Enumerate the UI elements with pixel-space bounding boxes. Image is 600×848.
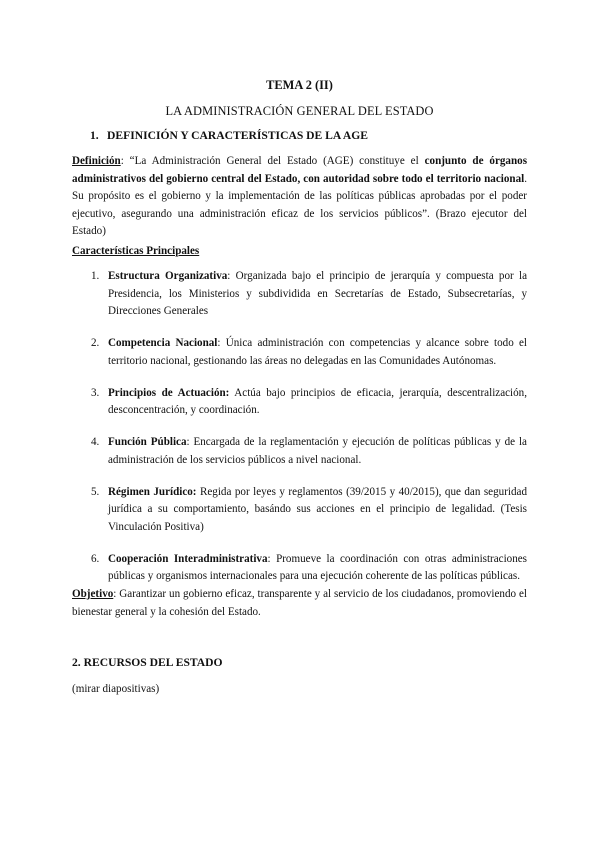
list-item — [72, 484, 527, 537]
list-item-number: 1. — [91, 270, 100, 282]
list-item-text: : Promueve la coordinación con otras administraciones públicas y organismos internacionales para una ejecución coherente de las políticas públicas. — [108, 552, 528, 582]
list-item — [72, 434, 527, 469]
list-item — [72, 335, 527, 370]
list-item-text: : Única administración con competencias y alcance sobre todo el territorio nacional, gestionando las áreas no delegadas en las Comunidades Autónomas. — [108, 337, 527, 367]
section-1-title: DEFINICIÓN Y CARACTERÍSTICAS DE LA AGE — [107, 129, 369, 142]
list-item-number: 4. — [91, 436, 100, 448]
list-item-term: Cooperación Interadministrativa — [108, 552, 268, 565]
list-item-term: Principios de Actuación: — [108, 386, 230, 399]
definition-label: Definición — [72, 155, 121, 167]
definition-text-1: : “La Administración General del Estado (AGE) constituye el — [120, 155, 425, 167]
list-item-number: 3. — [91, 386, 100, 399]
list-item-term: Estructura Organizativa — [108, 270, 228, 282]
list-item — [72, 551, 527, 586]
list-item-text: Regida por leyes y reglamentos (39/2015 y 40/2015), que dan seguridad jurídica a su comportamiento, basándo sus acciones en el principio de legalidad. (Tesis Vinculación Positiva) — [108, 485, 527, 533]
characteristics-list — [72, 268, 527, 600]
list-item — [72, 385, 527, 420]
topic-title: TEMA 2 (II) — [266, 78, 333, 92]
section-1-heading — [90, 129, 368, 142]
section-1-number: 1. — [90, 129, 99, 142]
objective-label: Objetivo — [72, 588, 114, 600]
list-item-text: : Organizada bajo el principio de jerarquía y compuesta por la Presidencia, los Ministerios y subdividida en Secretarías de Estado, Subsecretarías, y Direcciones Generales — [108, 270, 527, 317]
section-2-note: (mirar diapositivas) — [72, 683, 160, 695]
list-item-term: Régimen Jurídico: — [108, 485, 197, 498]
definition-bold: conjunto de órganos administrativos del gobierno central del Estado, con autoridad sobre todo el territorio nacional — [72, 155, 528, 185]
definition-text-2: . Su propósito es el gobierno y la implementación de las políticas públicas aprobadas por el poder ejecutivo, asegurando una administración eficaz de los servicios públicos”. (Brazo ejecutor del Estado) — [72, 172, 527, 237]
objective-paragraph — [72, 586, 527, 621]
definition-paragraph — [72, 153, 527, 241]
list-item-term: Función Pública — [108, 436, 187, 448]
list-item-text: Actúa bajo principios de eficacia, jerarquía, descentralización, desconcentración, y coordinación. — [108, 386, 527, 416]
list-item-number: 2. — [91, 337, 100, 349]
list-item-term: Competencia Nacional — [108, 337, 218, 349]
objective-text: : Garantizar un gobierno eficaz, transparente y al servicio de los ciudadanos, promoviendo el bienestar general y la cohesión del Estado. — [72, 588, 527, 618]
page-title: LA ADMINISTRACIÓN GENERAL DEL ESTADO — [165, 104, 434, 118]
list-item — [72, 268, 527, 321]
list-item-number: 5. — [91, 485, 100, 498]
section-2-heading: 2. RECURSOS DEL ESTADO — [72, 656, 223, 669]
list-item-text: : Encargada de la reglamentación y ejecución de políticas públicas y de la administración de los servicios públicos a nivel nacional. — [108, 436, 527, 466]
characteristics-heading: Características Principales — [72, 245, 200, 257]
list-item-number: 6. — [91, 552, 100, 565]
